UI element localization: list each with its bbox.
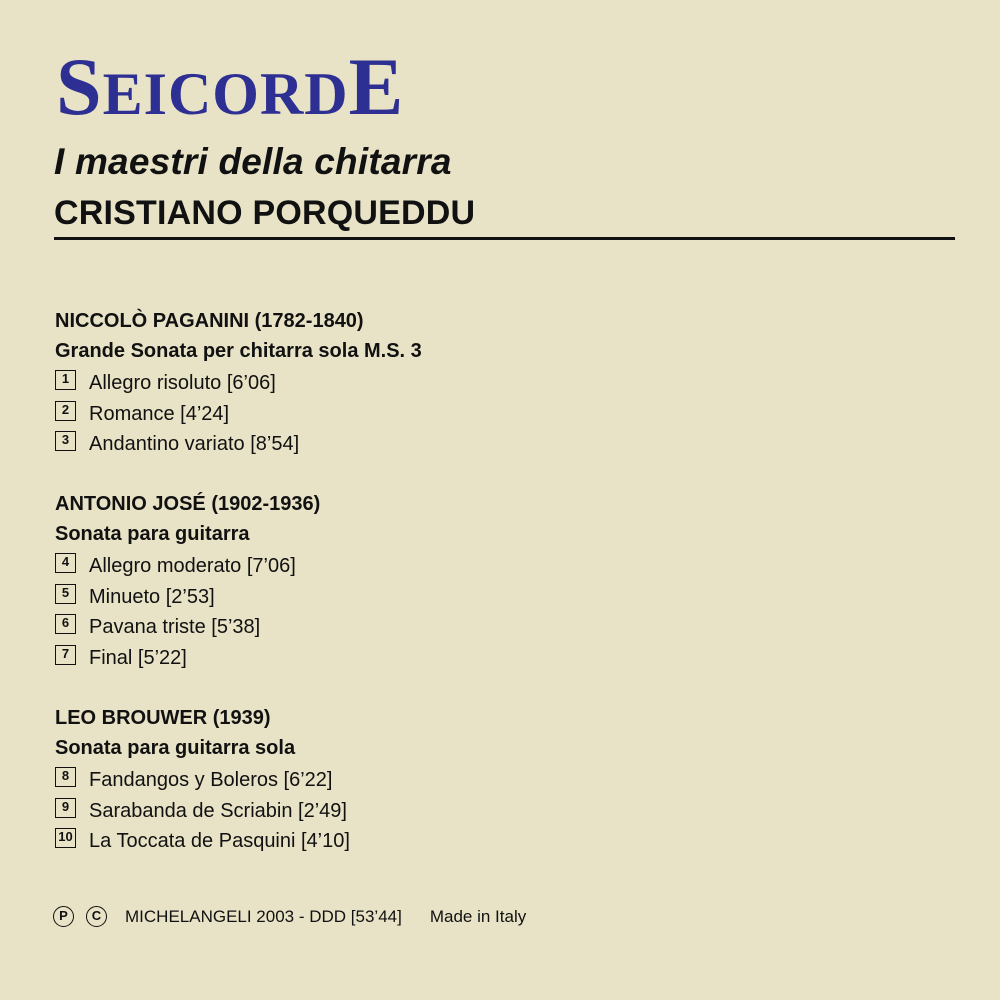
track-number-box: 8 bbox=[55, 767, 76, 787]
track-title: Allegro risoluto [6’06] bbox=[89, 372, 276, 394]
composer-section bbox=[55, 310, 422, 462]
label-info: MICHELANGELI 2003 - DDD [53’44] bbox=[125, 906, 402, 926]
track-number-box: 1 bbox=[55, 370, 76, 390]
track-number-box: 6 bbox=[55, 614, 76, 634]
brand-logo bbox=[56, 41, 405, 132]
track-item bbox=[55, 798, 350, 829]
track-item bbox=[55, 828, 350, 859]
track-list bbox=[55, 370, 422, 462]
copyright-icon: C bbox=[86, 906, 107, 927]
track-title: Allegro moderato [7’06] bbox=[89, 555, 296, 577]
track-item bbox=[55, 401, 422, 432]
track-item bbox=[55, 431, 422, 462]
track-list bbox=[55, 553, 320, 675]
track-list bbox=[55, 767, 350, 859]
brand-middle: EICORD bbox=[102, 61, 349, 127]
track-title: Pavana triste [5’38] bbox=[89, 616, 261, 638]
composer-heading: ANTONIO JOSÉ (1902-1936) bbox=[55, 493, 321, 515]
track-item bbox=[55, 370, 422, 401]
composer-section bbox=[55, 493, 320, 675]
footer bbox=[53, 906, 526, 927]
track-number-box: 10 bbox=[55, 828, 76, 848]
track-number-box: 5 bbox=[55, 584, 76, 604]
composer-heading: NICCOLÒ PAGANINI (1782-1840) bbox=[55, 310, 364, 332]
composer-heading: LEO BROUWER (1939) bbox=[55, 707, 271, 729]
track-title: Sarabanda de Scriabin [2’49] bbox=[89, 799, 347, 822]
track-item bbox=[55, 645, 320, 676]
track-title: Fandangos y Boleros [6’22] bbox=[89, 769, 333, 791]
work-title: Sonata para guitarra sola bbox=[55, 737, 296, 759]
phonogram-icon: P bbox=[53, 906, 74, 927]
work-title: Grande Sonata per chitarra sola M.S. 3 bbox=[55, 340, 422, 362]
track-number-box: 4 bbox=[55, 553, 76, 573]
composer-section bbox=[55, 707, 350, 859]
track-title: Romance [4’24] bbox=[89, 402, 230, 425]
track-item bbox=[55, 584, 320, 615]
brand-initial: S bbox=[56, 41, 103, 132]
track-title: Andantino variato [8’54] bbox=[89, 433, 300, 455]
track-number-box: 7 bbox=[55, 645, 76, 665]
track-number-box: 2 bbox=[55, 401, 76, 421]
header-divider bbox=[54, 237, 955, 240]
track-number-box: 3 bbox=[55, 431, 76, 451]
made-in: Made in Italy bbox=[429, 906, 527, 926]
work-title: Sonata para guitarra bbox=[55, 523, 250, 545]
track-title: Final [5’22] bbox=[89, 646, 187, 669]
brand-final: E bbox=[348, 41, 405, 132]
track-item bbox=[55, 553, 320, 584]
series-title: I maestri della chitarra bbox=[54, 141, 452, 182]
track-title: Minueto [2’53] bbox=[89, 585, 215, 608]
track-number-box: 9 bbox=[55, 798, 76, 818]
track-item bbox=[55, 767, 350, 798]
performer-name: CRISTIANO PORQUEDDU bbox=[54, 194, 476, 232]
track-title: La Toccata de Pasquini [4’10] bbox=[89, 830, 350, 852]
track-item bbox=[55, 614, 320, 645]
